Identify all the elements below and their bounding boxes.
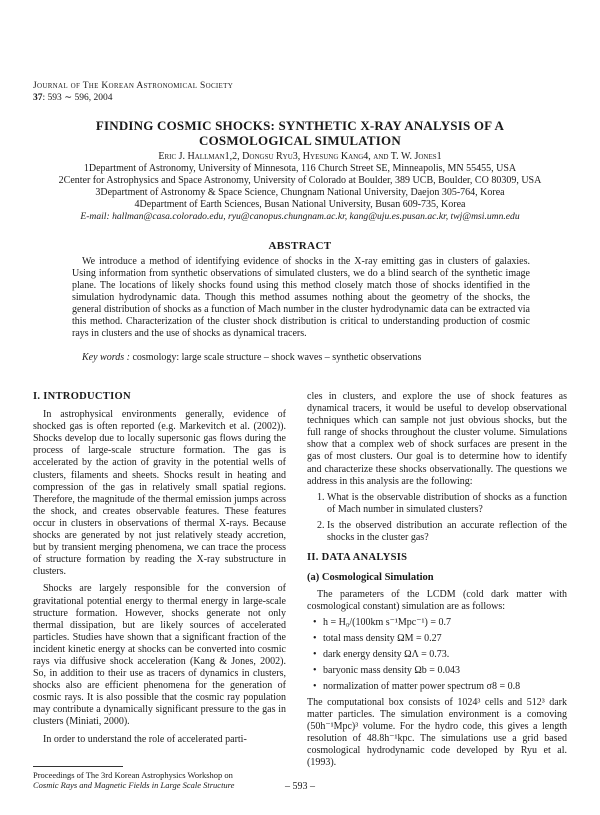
proceedings-footnote: Proceedings of The 3rd Korean Astrophysics Workshop on Cosmic Rays and Magnetic Fields in Large Scale Structure <box>33 770 235 790</box>
subsection-heading-cosmological-simulation: (a) Cosmological Simulation <box>307 572 434 584</box>
left-column <box>33 391 286 746</box>
intro-paragraph-2: Shocks are largely responsible for the conversion of gravitational potential energy to thermal energy in large-scale structure formation. However, shocks generate not only thermal dissipation, but are likely sources of accelerated particles. Studies have shown that a significant fraction of the incident kinetic energy at shocks can be converted into cosmic rays via diffusive shock acceleration (Kang & Jones, 2002). So, in addition to their use as tracers of dynamics in clusters, shocks also are efficient phenomena for the generation of cosmic rays. It is also possible that the cosmic ray population may contribute a dynamically significant pressure to the gas in clusters (Miniati, 2000). <box>33 583 286 728</box>
author-emails: E-mail: hallman@casa.colorado.edu, ryu@canopus.chungnam.ac.kr, kang@uju.es.pusan.ac.kr, twj@msi.umn.edu <box>80 211 520 222</box>
page-number: – 593 – <box>285 781 315 792</box>
journal-name: Journal of The Korean Astronomical Society <box>33 81 234 91</box>
right-column <box>307 391 567 770</box>
intro-paragraph-1: In astrophysical environments generally, evidence of shocked gas is often reported (e.g. Markevitch et al. (2002)). Shocks develop due to locally supersonic gas flows during the process of large-scale structure formation. The gas is accelerated by the action of gravity in the potential wells of clusters, filaments and sheets. Shocks result in heating and compression of the gas in relatively small spatial regions. Therefore, the magnitude of the thermal emission jumps across the shock, and creates observable features. These features occur in clusters in observations of thermal X-rays. Because shocks are generated by not just relatively steady accretion, but by transient merging phenomena, we can trace the process of structure formation by reading the X-ray substructure in clusters. <box>33 409 286 578</box>
journal-header <box>33 80 233 104</box>
affiliation-2: 2Center for Astrophysics and Space Astronomy, University of Colorado at Boulder, 389 UCB, Boulder, CO 80309, USA <box>58 175 542 186</box>
simulation-intro: The parameters of the LCDM (cold dark matter with cosmological constant) simulation are as follows: <box>307 589 567 613</box>
keywords-text: cosmology: large scale structure – shock waves – synthetic observations <box>132 352 422 363</box>
abstract-heading: ABSTRACT <box>268 240 332 252</box>
question-item: 1. What is the observable distribution of shocks as a function of Mach number in simulated clusters? <box>327 492 567 516</box>
affiliation-4: 4Department of Earth Sciences, Busan National University, Busan 609-735, Korea <box>134 199 466 210</box>
simulation-text: The computational box consists of 1024³ cells and 512³ dark matter particles. The simulation environment is a comoving (50h⁻¹Mpc)³ volume. For the hydro code, this gives a length resolution of 48.8h⁻¹kpc. The simulations use a grid based cosmological hydrodynamic code developed by Ryu et al. (1993). <box>307 696 567 769</box>
affiliation-3: 3Department of Astronomy & Space Science, Chungnam National University, Daejon 305-764, Korea <box>95 187 505 198</box>
parameter-item: • h = H₀/(100km s⁻¹Mpc⁻¹) = 0.7 <box>313 617 567 629</box>
intro-continuation: cles in clusters, and explore the use of shock features as dynamical tracers, it would be useful to develop observational techniques which can sample not just obvious shocks, but the full range of shocks throughout the cluster volume. Simulations show that a complex web of shock surfaces are present in the gas of most clusters. Our goal is to determine how to identify and characterize these shocks observationally. The questions we address in this analysis are the following: <box>307 391 567 487</box>
question-list <box>307 492 567 544</box>
parameter-item: • total mass density ΩM = 0.27 <box>313 633 567 645</box>
section-heading-introduction: I. INTRODUCTION <box>33 391 131 402</box>
journal-volume: 37: 593 ∼ 596, 2004 <box>33 93 113 103</box>
parameter-item: • baryonic mass density Ωb = 0.043 <box>313 665 567 677</box>
parameter-item: • normalization of matter power spectrum σ8 = 0.8 <box>313 681 567 693</box>
abstract-text: We introduce a method of identifying evidence of shocks in the X-ray emitting gas in clusters of galaxies. Using information from synthetic observations of simulated clusters, we do a blind search of the synthetic image plane. The locations of likely shocks found using this method closely match those of shocks identified in the simulation hydrodynamic data. Though this method assumes nothing about the geometry of the shocks, the general distribution of shocks as a function of Mach number in the cluster hydrodynamic data can be extracted via this method. Characterization of the cluster shock distribution is critical to understanding production of cosmic rays in clusters and the use of shocks as dynamical tracers. <box>72 256 530 339</box>
question-item: 2. Is the observed distribution an accurate reflection of the shocks in the cluster gas? <box>327 520 567 544</box>
author-list: Eric J. Hallman1,2, Dongsu Ryu3, Hyesung Kang4, and T. W. Jones1 <box>158 151 442 162</box>
intro-paragraph-3: In order to understand the role of accelerated parti- <box>43 733 247 745</box>
paper-title: FINDING COSMIC SHOCKS: SYNTHETIC X-RAY ANALYSIS OF A COSMOLOGICAL SIMULATION <box>95 118 505 148</box>
section-heading-data-analysis: II. DATA ANALYSIS <box>307 552 408 564</box>
affiliation-1: 1Department of Astronomy, University of Minnesota, 116 Church Street SE, Minneapolis, MN 55455, USA <box>83 163 517 174</box>
author-block <box>30 151 570 223</box>
footnote-rule <box>33 766 123 767</box>
keywords <box>72 352 530 364</box>
keywords-label: Key words : <box>82 352 130 363</box>
parameter-list <box>307 617 567 693</box>
parameter-item: • dark energy density ΩΛ = 0.73. <box>313 649 567 661</box>
